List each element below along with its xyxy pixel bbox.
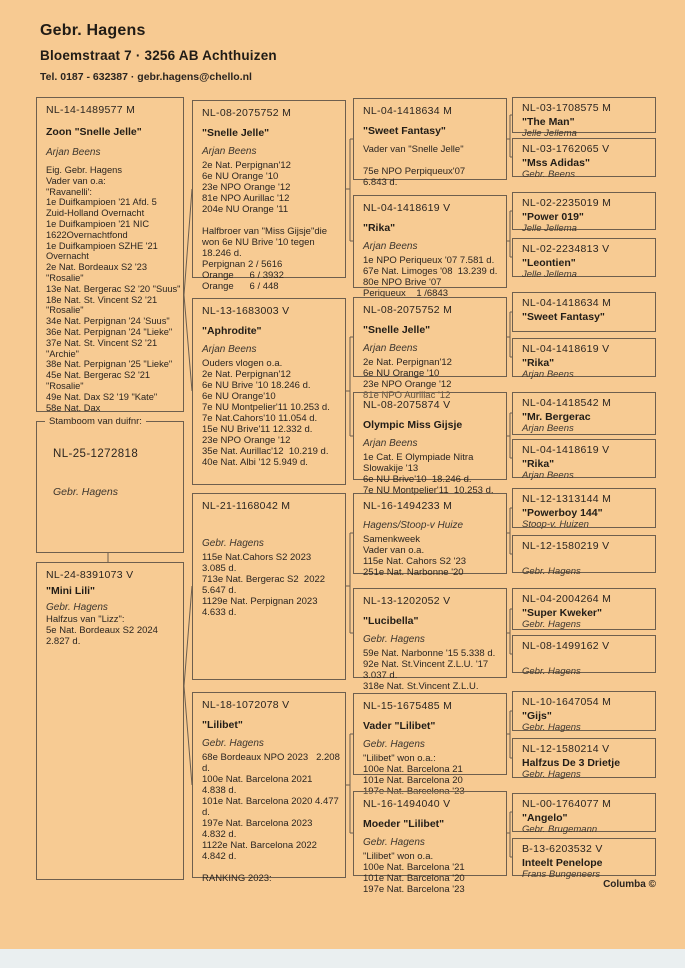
pigeon-name: "The Man" [522,116,575,128]
box-g4-1 [512,97,656,139]
pigeon-name: "Snelle Jelle" [363,324,431,336]
breeder-name: Gebr. Brugemann [522,824,598,835]
pigeon-name: "Mr. Bergerac [522,411,591,423]
ring-number: NL-13-1683003 V [202,305,290,317]
pigeon-name: "Rika" [363,222,396,234]
ring-number: B-13-6203532 V [522,843,603,855]
pigeon-name: "Aphrodite" [202,325,262,337]
box-g3-6 [353,588,507,692]
performance-lines: Ouders vlogen o.a. 2e Nat. Perpignan'12 6e NU Brive '10 18.246 d. 6e NU Orange'10 7e NU Montpelier'11 10.253 d. 7e Nat.Cahors'10 11.054 d. 15e NU Brive'11 12.332 d. 23e NPO Orange '12 35e Nat. Aurillac'12 10.219 d. 40e Nat. Albi '12 5.949 d. [202,358,330,468]
breeder-name: Jelle Jellema [522,269,577,280]
breeder-name: Gebr. Hagens [522,722,581,733]
loft-name: Gebr. Hagens [40,22,146,39]
subject-ring-number: NL-25-1272818 [53,448,139,460]
pigeon-name [522,554,650,566]
ring-number: NL-02-2234813 V [522,243,610,255]
ring-number: NL-15-1675485 M [363,700,453,712]
performance-lines: 1e Cat. E Olympiade Nitra Slowakije '13 6e NU Brive'10 18.246 d. 7e NU Montpelier'11 10.253 d. [363,452,494,496]
breeder-name: Arjan Beens [522,423,574,434]
breeder-name: Gebr. Hagens [522,666,581,677]
breeder-name: Arjan Beens [522,470,574,481]
pigeon-name: "Lilibet" [202,719,243,731]
ring-number: NL-16-1494040 V [363,798,451,810]
box-g4-13 [512,691,656,731]
pigeon-name: "Gijs" [522,710,552,722]
pigeon-name: "Super Kweker" [522,607,602,619]
ring-number: NL-24-8391073 V [46,569,134,581]
box-g4-3 [512,192,656,234]
pigeon-name: Vader "Lilibet" [363,720,436,732]
ring-number: NL-08-1499162 V [522,640,610,652]
pigeon-name: "Angelo" [522,812,568,824]
ring-number: NL-14-1489577 M [46,104,136,116]
box-g3-3 [353,297,507,401]
breeder-name: Hagens/Stoop-v Huize [363,520,464,531]
performance-lines: 1e NPO Periqueux '07 7.581 d. 67e Nat. Limoges '08 13.239 d. 80e NPO Brive '07 Periqueux 1 /6843 [363,255,498,299]
ring-number: NL-13-1202052 V [363,595,451,607]
box-g3-5 [353,493,507,578]
box-g4-7 [512,392,656,435]
performance-lines: 68e Bordeaux NPO 2023 2.208 d. 100e Nat. Barcelona 2021 4.838 d. 101e Nat. Barcelona 2020 4.477 d. 197e Nat. Barcelona 2023 4.832 d. 1122e Nat. Barcelona 2022 4.842 d. RANKING 2023: [202,752,340,884]
ring-number: NL-04-2004264 M [522,593,612,605]
breeder-name: Jelle Jellema [522,128,577,139]
breeder-name: Arjan Beens [46,147,101,158]
ring-number: NL-04-1418619 V [522,343,610,355]
performance-lines: 2e Nat. Perpignan'12 6e NU Orange '10 23e NPO Orange '12 81e NPO Aurillac '12 [363,357,452,401]
scan-edge [0,949,685,968]
breeder-name: Gebr. Hagens [363,837,425,848]
ring-number: NL-18-1072078 V [202,699,290,711]
breeder-name: Arjan Beens [202,146,257,157]
breeder-name: Gebr. Hagens [46,602,108,613]
pigeon-name: "Leontien" [522,257,576,269]
performance-lines: "Lilibet" won o.a. 100e Nat. Barcelona '21 101e Nat. Barcelona '20 197e Nat. Barcelona '23 [363,851,465,895]
box-g4-9 [512,488,656,528]
pigeon-name: Moeder "Lilibet" [363,818,445,830]
box-g2-3 [192,493,346,680]
breeder-name: Gebr. Beens [522,169,575,180]
letterhead [40,22,277,83]
box-g4-11 [512,588,656,630]
performance-lines: 115e Nat.Cahors S2 2023 3.085 d. 713e Nat. Bergerac S2 2022 5.647 d. 1129e Nat. Perpignan 2023 4.633 d. [202,552,326,618]
ring-number: NL-12-1580219 V [522,540,610,552]
box-g2-4 [192,692,346,884]
ring-number: NL-04-1418634 M [363,105,453,117]
ring-number: NL-04-1418619 V [522,444,610,456]
ring-number: NL-10-1647054 M [522,696,612,708]
box-g3-1 [353,98,507,188]
pigeon-name [522,654,650,666]
box-g4-2 [512,138,656,180]
box-g4-6 [512,338,656,380]
ring-number: NL-08-2075874 V [363,399,451,411]
pigeon-name [202,520,340,532]
ring-number: NL-00-1764077 M [522,798,612,810]
breeder-name: Gebr. Hagens [202,538,264,549]
box-g2-1 [192,100,346,292]
breeder-name: Stoop-v. Huizen [522,519,589,530]
ring-number: NL-08-2075752 M [202,107,292,119]
box-g3-4 [353,392,507,496]
performance-lines: "Lilibet" won o.a.: 100e Nat. Barcelona 21 101e Nat. Barcelona 20 197e Nat. Barcelona '23 [363,753,465,797]
ring-number: NL-02-2235019 M [522,197,612,209]
ring-number: NL-04-1418634 M [522,297,612,309]
box-g4-8 [512,439,656,481]
box-g4-14 [512,738,656,778]
breeder-name: Jelle Jellema [522,223,577,234]
columba-credit: Columba © [603,879,656,890]
pigeon-name: "Mss Adidas" [522,157,590,169]
pigeon-name: "Lucibella" [363,615,419,627]
breeder-name: Gebr. Hagens [522,769,581,780]
performance-lines: Halfzus van "Lizz": 5e Nat. Bordeaux S2 2024 2.827 d. [46,614,158,647]
loft-contact: Tel. 0187 - 632387 · gebr.hagens@chello.nl [40,71,252,83]
breeder-name: Gebr. Hagens [363,634,425,645]
ring-number: NL-16-1494233 M [363,500,453,512]
ring-number: NL-03-1708575 M [522,102,612,114]
box-father [36,97,184,412]
box-mother [36,562,184,880]
box-g4-15 [512,793,656,835]
breeder-name: Arjan Beens [522,369,574,380]
breeder-name: Frans Bungeneers [522,869,601,880]
loft-address: Bloemstraat 7 · 3256 AB Achthuizen [40,48,277,63]
stamboom-box [36,416,184,553]
pigeon-name: "Power 019" [522,211,584,223]
box-g2-2 [192,298,346,485]
pigeon-name: "Sweet Fantasy" [363,125,446,137]
performance-lines: 2e Nat. Perpignan'12 6e NU Orange '10 23e NPO Orange '12 81e NPO Aurillac '12 204e NU Orange '11 Halfbroer van "Miss Gijsje"die won 6e NU Brive '10 tegen 18.246 d. Perpignan 2 / 5616 Orange 6 / 3932 Orange 6 / 448 [202,160,328,292]
breeder-name [522,323,650,334]
pigeon-name: "Sweet Fantasy" [522,311,605,323]
breeder-name: Arjan Beens [363,241,418,252]
pigeon-name: "Powerboy 144" [522,507,603,519]
performance-lines: Eig. Gebr. Hagens Vader van o.a: "Ravanelli': 1e Duifkampioen '21 Afd. 5 Zuid-Holland Overnacht 1e Duifkampioen '21 NIC 1622Overnachtfond 1e Duifkampioen SZHE '21 Overnacht 2e Nat. Bordeaux S2 '23 "Rosalie" 13e Nat. Bergerac S2 '20 "Suus" 18e Nat. St. Vincent S2 '21 "Rosalie" 34e Nat. Perpignan '24 'Suus" 36e Nat. Perpignan '24 "Lieke" 37e Nat. St. Vincent S2 '21 "Archie" 38e Nat. Perpignan '25 "Lieke" 45e Nat. Bergerac S2 '21 "Rosalie" 49e Nat. Dax S2 '19 "Kate" 58e Nat. Dax [46,165,181,413]
subject-owner: Gebr. Hagens [53,486,118,498]
box-g4-4 [512,238,656,280]
ring-number: NL-04-1418619 V [363,202,451,214]
breeder-name: Gebr. Hagens [522,619,581,630]
pigeon-name: "Mini Lili" [46,585,96,597]
breeder-name: Gebr. Hagens [202,738,264,749]
box-g3-7 [353,693,507,797]
ring-number: NL-21-1168042 M [202,500,291,512]
breeder-name: Arjan Beens [363,438,418,449]
ring-number: NL-12-1313144 M [522,493,612,505]
breeder-name: Gebr. Hagens [522,566,581,577]
box-g4-12 [512,635,656,677]
performance-lines: Samenkweek Vader van o.a. 115e Nat. Cahors S2 '23 251e Nat. Narbonne '20 [363,534,467,578]
pigeon-name: Olympic Miss Gijsje [363,419,463,431]
stamboom-legend: Stamboom van duifnr: [45,416,146,427]
ring-number: NL-03-1762065 V [522,143,610,155]
pigeon-name: "Rika" [522,458,555,470]
breeder-name: Arjan Beens [202,344,257,355]
pigeon-name: "Rika" [522,357,555,369]
ring-number: NL-04-1418542 M [522,397,612,409]
box-g4-10 [512,535,656,577]
breeder-name: Gebr. Hagens [363,739,425,750]
pigeon-name: Halfzus De 3 Drietje [522,757,621,769]
box-g4-16 [512,838,656,880]
performance-lines: Vader van "Snelle Jelle" 75e NPO Perpiqueux'07 6.843 d. [363,144,466,188]
ring-number: NL-12-1580214 V [522,743,610,755]
box-g3-8 [353,791,507,895]
pigeon-name: Zoon "Snelle Jelle" [46,126,142,138]
breeder-name: Arjan Beens [363,343,418,354]
box-g3-2 [353,195,507,299]
ring-number: NL-08-2075752 M [363,304,453,316]
box-g4-5 [512,292,656,332]
performance-lines: 59e Nat. Narbonne '15 5.338 d. 92e Nat. St.Vincent Z.L.U. '17 3.037 d. 318e Nat. St.Vincent Z.L.U. [363,648,496,692]
pigeon-name: Inteelt Penelope [522,857,603,869]
pigeon-name: "Snelle Jelle" [202,127,270,139]
